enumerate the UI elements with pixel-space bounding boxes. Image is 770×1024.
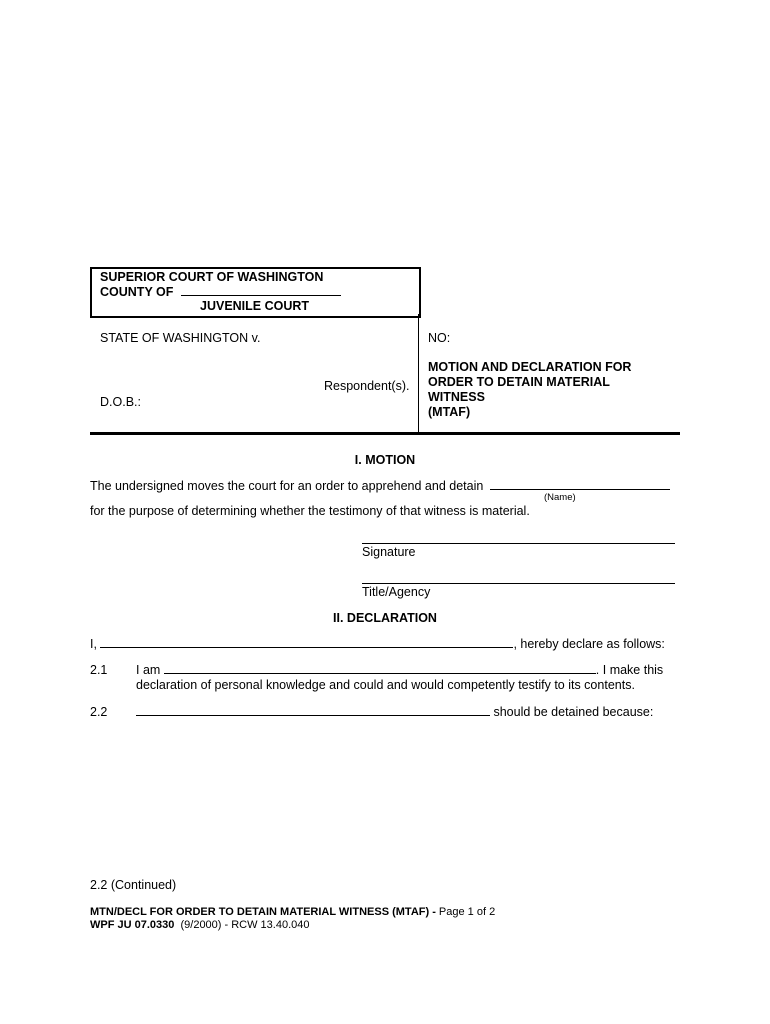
- motion-heading: I. MOTION: [354, 453, 416, 467]
- respondent-label: Respondent(s).: [324, 379, 410, 393]
- declarant-line: [90, 637, 671, 651]
- declaration-heading: II. DECLARATION: [333, 611, 437, 625]
- county-label: [100, 285, 341, 299]
- court-name: SUPERIOR COURT OF WASHINGTON: [100, 270, 324, 284]
- item-2-2-number: 2.2: [90, 705, 108, 719]
- caption-divider: [418, 314, 419, 433]
- witness-name-blank[interactable]: [490, 489, 670, 490]
- footer-page-number: Page 1 of 2: [435, 906, 496, 918]
- item-2-1-suffix: . I make this: [595, 663, 664, 677]
- footer: [90, 906, 495, 932]
- item-2-2-suffix: should be detained because:: [493, 705, 654, 719]
- declarant-suffix: , hereby declare as follows:: [513, 637, 665, 651]
- item-2-2-blank[interactable]: [136, 715, 490, 716]
- title-agency-label: Title/Agency: [362, 585, 431, 599]
- name-field-label: (Name): [544, 492, 576, 503]
- footer-form-code: WPF JU 07.0330: [90, 919, 175, 931]
- motion-text-2: for the purpose of determining whether the testimony of that witness is material.: [90, 504, 530, 518]
- document-title: [428, 360, 631, 420]
- item-2-1-prefix: I am: [136, 663, 161, 677]
- caption-bottom-rule: [90, 432, 680, 435]
- footer-form-rev: (9/2000) - RCW 13.40.040: [174, 919, 310, 931]
- signature-label: Signature: [362, 545, 416, 559]
- declarant-prefix: I,: [90, 637, 97, 651]
- continued-label: 2.2 (Continued): [90, 878, 177, 892]
- item-2-1-blank[interactable]: [164, 673, 596, 674]
- item-2-1-line-2: declaration of personal knowledge and could and would competently testify to its contents.: [136, 678, 635, 692]
- item-2-2-line: [136, 705, 653, 719]
- declarant-name-blank[interactable]: [100, 647, 513, 648]
- motion-text-1-content: The undersigned moves the court for an order to apprehend and detain: [90, 479, 484, 493]
- title-line-4: (MTAF): [428, 405, 471, 419]
- juvenile-court-label: JUVENILE COURT: [200, 299, 310, 313]
- title-line-1: MOTION AND DECLARATION FOR: [428, 360, 632, 374]
- county-text: COUNTY OF: [100, 285, 174, 299]
- motion-text-1: [90, 479, 670, 493]
- item-2-1-number: 2.1: [90, 663, 108, 677]
- footer-line-1: [90, 906, 495, 919]
- dob-label: D.O.B.:: [100, 395, 141, 409]
- case-number-label: NO:: [428, 331, 451, 345]
- item-2-1-line-1: [136, 663, 663, 677]
- title-line-2: ORDER TO DETAIN MATERIAL: [428, 375, 610, 389]
- signature-line[interactable]: [362, 543, 675, 544]
- county-blank[interactable]: [181, 295, 341, 296]
- state-label: STATE OF WASHINGTON v.: [100, 331, 261, 345]
- title-agency-line[interactable]: [362, 583, 675, 584]
- title-line-3: WITNESS: [428, 390, 485, 404]
- footer-line-2: [90, 919, 495, 932]
- footer-form-title: MTN/DECL FOR ORDER TO DETAIN MATERIAL WITNESS (MTAF) -: [90, 906, 436, 918]
